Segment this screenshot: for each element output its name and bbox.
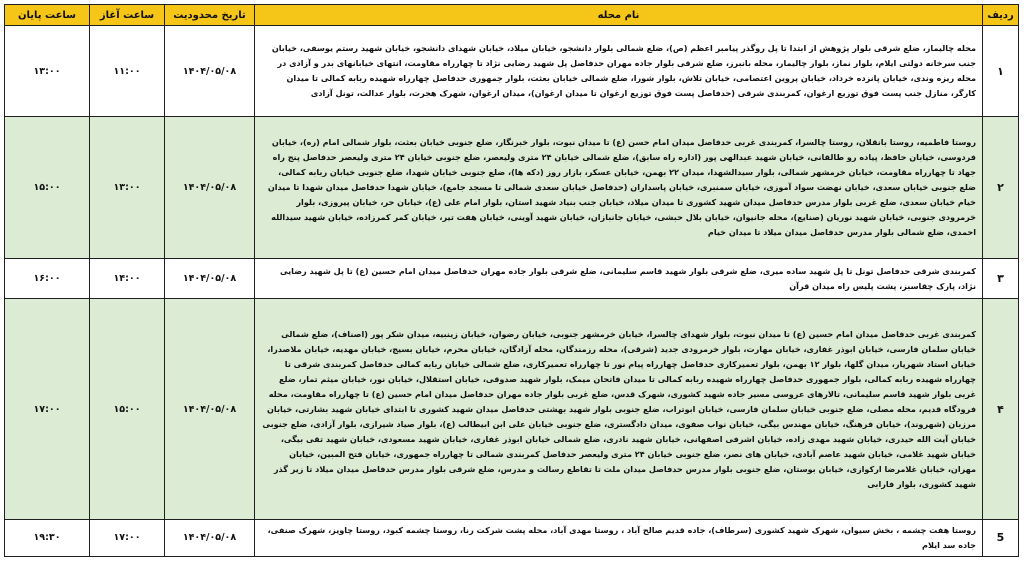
table-row <box>5 26 1019 117</box>
header-start: ساعت آغاز <box>90 5 165 26</box>
date-cell: ۱۴۰۴/۰۵/۰۸ <box>165 26 255 117</box>
date-cell: ۱۴۰۴/۰۵/۰۸ <box>165 259 255 299</box>
area-cell: روستا هفت چشمه ، بخش سیوان، شهرک شهید کشوری (سرطاف)، جاده قدیم صالح آباد ، روستا مهدی آباد، محله پشت شرکت رنا، روستا چشمه کبود، روستا چاویز، شهرک صنفی، جاده سد ایلام <box>255 519 983 556</box>
start-time-cell: ۱۴:۰۰ <box>90 259 165 299</box>
start-time-cell: ۱۱:۰۰ <box>90 26 165 117</box>
row-number: ۴ <box>983 299 1019 519</box>
outage-schedule <box>4 4 1018 557</box>
row-number: ۲ <box>983 117 1019 259</box>
area-cell: کمربندی غربی حدفاصل میدان امام حسین (ع) تا میدان نبوت، بلوار شهدای چالسرا، خیابان خرمشهر جنوبی، خیابان رضوان، خیابان زینبیه، میدان شکر پور (اصناف)، ضلع شمالی خیابان سلمان فارسی، خیابان ابوذر غفاری، خیابان مهارت، بلوار خرمرودی جدید (شرقی)، محله رزمندگان، محله آزادگان، خیابان محرم، خیابان بسیج، خیابان مهدیه، خیابان ملاصدرا، خیابان استاد شهریار، میدان گلها، بلوار ۱۲ بهمن، بلوار تعمیرکاری حدفاصل چهارراه پیام نور تا چهارراه تعمیرکاری، ضلع شمالی خیابان ربابه کمالی حدفاصل کمربندی شرقی تا چهارراه شهیده ربابه کمالی، بلوار جمهوری حدفاصل چهارراه شهیده ربابه کمالی تا میدان فاتحان میمک، بلوار شهید صدوقی، خیابان استقلال، خیابان نور، خیابان میثم تمار، ضلع غربی بلوار شهید قاسم سلیمانی، تالارهای عروسی مسیر جاده شهید کشوری، شهرک قدس، ضلع غربی بلوار جاده مهران حدفاصل میدان امام حسین (ع) تا چهارراه مقاومت، محله فرودگاه قدیم، محله مصلی، ضلع جنوبی خیابان سلمان فارسی، خیابان ابوتراب، ضلع جنوبی بلوار شهید بهشتی حدفاصل میدان شهید کشوری تا ابتدای خیابان شهید بشارتی، خیابان مرزبان (شهروند)، خیابان فرهنگ، خیابان مهندس بیگی، خیابان نواب صفوی، میدان دادگستری، ضلع جنوبی خیابان علی ابن ابیطالب (ع)، بلوار صیاد شیرازی، بلوار آزادی، ضلع جنوبی خیابان آیت الله حیدری، خیابان شهید مهدی زاده، خیابان اشرفی اصفهانی، خیابان شهید نادری، ضلع شمالی خیابان ابوذر غفاری، خیابان شهید مسعودی، خیابان شهید تقی بیگی، خیابان شهید غلامی، خیابان شهید عاصم آبادی، خیابان های نصر، ضلع جنوبی خیابان ۲۴ متری ولیعصر حدفاصل کمربندی شمالی تا چهارراه جمهوری، خیابان فتح المبین، خیابان مهران، خیابان غلامرضا ارکوازی، خیابان بوستان، ضلع جنوبی بلوار مدرس حدفاصل میدان ملت تا تقاطع رسالت و مدرس، ضلع شرقی بلوار مدرس حدفاصل میدان میلاد تا زیر گذر شهید کشوری، بلوار فارابی <box>255 299 983 519</box>
date-cell: ۱۴۰۴/۰۵/۰۸ <box>165 117 255 259</box>
table-row <box>5 259 1019 299</box>
header-end: ساعت پایان <box>5 5 90 26</box>
row-number: ۳ <box>983 259 1019 299</box>
area-cell: روستا فاطمیه، روستا بانقلان، روستا چالسرا، کمربندی غربی حدفاصل میدان امام حسن (ع) تا میدان نبوت، بلوار خبرنگار، ضلع جنوبی خیابان بعثت، بلوار شمالی امام (ره)، خیابان فردوسی، خیابان حافظ، پیاده رو طالقانی، خیابان شهید عبدالهی پور (اداره راه سابق)، ضلع شمالی خیابان ۲۴ متری ولیعصر، ضلع جنوبی خیابان ۲۴ متری ولیعصر حدفاصل پنج راه جهاد تا چهارراه مقاومت، خیابان خرمشهر شمالی، بلوار سیدالشهدا، میدان ۲۲ بهمن، خیابان عسکر، بازار روز (دکه ها)، ضلع جنوبی خیابان شهدا، ضلع جنوبی خیابان ربابه کمالی، ضلع جنوبی خیابان سعدی، خیابان نهضت سواد آموزی، خیابان سمنبری، خیابان پاسداران (حدفاصل خیابان سعدی شمالی تا مسجد جامع)، خیابان شهدا حدفاصل میدان شهدا تا میدان خیام خیابان سعدی، ضلع غربی بلوار مدرس حدفاصل میدان شهید کشوری تا میدان میلاد، خیابان جنب بنیاد شهید استان، بلوار امام علی (ع)، خیابان حر، خیابان پیروزی، بلوار خرمرودی جنوبی، خیابان شهید نوریان (صنایع)، محله جانیوان، خیابان بلال حبشی، خیابان جانبازان، خیابان شهید آوینی، خیابان هفت تیر، خیابان کمر کمرزاده، خیابان شهید سیدالله احمدی، ضلع شمالی بلوار مدرس حدفاصل میدان میلاد تا میدان خیام <box>255 117 983 259</box>
date-cell: ۱۴۰۴/۰۵/۰۸ <box>165 519 255 556</box>
header-row-no: ردیف <box>983 5 1019 26</box>
table-row <box>5 299 1019 519</box>
outage-table <box>4 4 1019 557</box>
end-time-cell: ۱۷:۰۰ <box>5 299 90 519</box>
header-row <box>5 5 1019 26</box>
header-date: تاریخ محدودیت <box>165 5 255 26</box>
start-time-cell: ۱۳:۰۰ <box>90 117 165 259</box>
start-time-cell: ۱۵:۰۰ <box>90 299 165 519</box>
end-time-cell: ۱۳:۰۰ <box>5 26 90 117</box>
row-number: 5 <box>983 519 1019 556</box>
table-row <box>5 117 1019 259</box>
end-time-cell: ۱۶:۰۰ <box>5 259 90 299</box>
table-row <box>5 519 1019 556</box>
date-cell: ۱۴۰۴/۰۵/۰۸ <box>165 299 255 519</box>
end-time-cell: ۱۹:۳۰ <box>5 519 90 556</box>
row-number: ۱ <box>983 26 1019 117</box>
start-time-cell: ۱۷:۰۰ <box>90 519 165 556</box>
area-cell: کمربندی شرقی حدفاصل تونل تا پل شهید ساده میری، ضلع شرقی بلوار شهید قاسم سلیمانی، ضلع شرقی بلوار جاده مهران حدفاصل میدان امام حسین (ع) تا پل شهید رضایی نژاد، پارک چقاسبز، پشت پلیس راه میدان قرآن <box>255 259 983 299</box>
area-cell: محله چالیمار، ضلع شرقی بلوار پژوهش از ابتدا تا پل روگذر پیامبر اعظم (ص)، ضلع شمالی بلوار دانشجو، خیابان میلاد، خیابان شهدای دانشجو، خیابان شهید رستم یوسفی، خیابان جنب سرخانه دولتی ایلام، بلوار نماز، بلوار چالیمار، محله بانبرز، ضلع شرقی بلوار جاده مهران حدفاصل پل شهید رضایی نژاد تا چهارراه مقاومت، انتهای خیابانهای بدر و آزادی در محله ریزه وندی، خیابان پانزده خرداد، خیابان پروین اعتصامی، خیابان تلاش، بلوار شورا، ضلع شمالی خیابان بعثت، بلوار جمهوری حدفاصل چهارراه شهیده ربابه کمالی تا میدان کارگر، منازل جنب پست فوق توزیع ارغوان، کمربندی شرقی (حدفاصل پست فوق توزیع ارغوان تا میدان ارغوان)، میدان ارغوان، شهرک هجرت، بلوار عدالت، تونل آزادی <box>255 26 983 117</box>
end-time-cell: ۱۵:۰۰ <box>5 117 90 259</box>
header-area: نام محله <box>255 5 983 26</box>
